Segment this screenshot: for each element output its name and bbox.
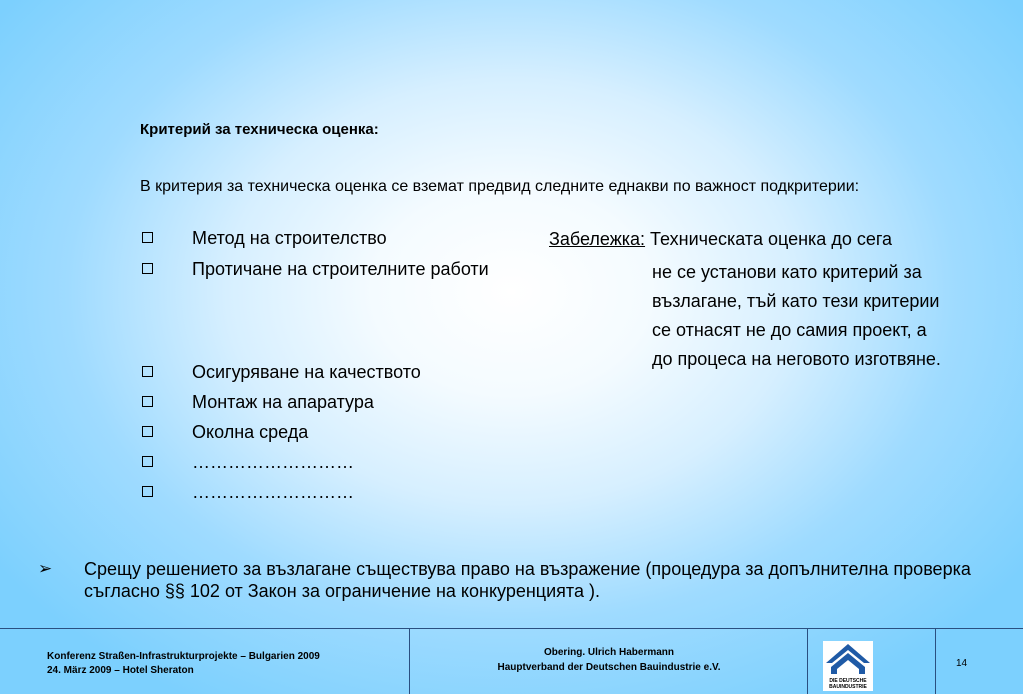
arrow-bullet-icon: ➢: [38, 559, 53, 578]
conference-date-venue: 24. März 2009 – Hotel Sheraton: [47, 665, 194, 676]
note-first-line: Техническата оценка до сега: [645, 229, 893, 249]
footer-page-cell: [936, 629, 1023, 694]
conference-title: Konferenz Straßen-Infrastrukturprojekte – Bulgarien 2009: [47, 651, 320, 662]
checkbox-bullet-icon: [142, 232, 153, 243]
slide-heading: Критерий за техническа оценка:: [140, 121, 379, 138]
checkbox-bullet-icon: [142, 486, 153, 497]
logo-text-line2: BAUINDUSTRIE: [829, 684, 867, 690]
criterion-item: [142, 226, 387, 250]
author-organization: Hauptverband der Deutschen Bauindustrie e.V.: [497, 662, 721, 673]
checkbox-bullet-icon: [142, 456, 153, 467]
checkbox-bullet-icon: [142, 396, 153, 407]
criterion-item: [142, 480, 354, 504]
note-line: се отнасят не до самия проект, а: [652, 320, 927, 340]
criterion-label: Протичане на строителните работи: [192, 259, 489, 279]
intro-paragraph: В критерия за техническа оценка се вземат предвид следните еднакви по важност подкритерии:: [140, 178, 860, 195]
checkbox-bullet-icon: [142, 426, 153, 437]
criterion-label: Осигуряване на качеството: [192, 362, 421, 382]
note: [549, 227, 892, 251]
criterion-label: Монтаж на апаратура: [192, 392, 374, 412]
note-line: възлагане, тъй като тези критерии: [652, 291, 940, 311]
note-line: не се установи като критерий за: [652, 262, 922, 282]
criterion-item: [142, 360, 421, 384]
author-info: [410, 645, 808, 675]
criterion-item: [142, 420, 309, 444]
logo-text-line1: DIE DEUTSCHE: [829, 678, 867, 684]
house-arrow-logo-icon: [823, 641, 873, 691]
footer-conference-cell: [0, 629, 410, 694]
note-label: Забележка:: [549, 229, 646, 249]
note-line: до процеса на неговото изготвяне.: [652, 349, 941, 369]
conference-info: [47, 650, 320, 678]
checkbox-bullet-icon: [142, 263, 153, 274]
criterion-label: ………………………: [192, 482, 354, 502]
author-name: Obering. Ulrich Habermann: [543, 647, 675, 658]
page-number: 14: [956, 658, 968, 669]
criterion-item: [142, 390, 374, 414]
footer-author-cell: [410, 629, 808, 694]
slide-footer: [0, 628, 1023, 694]
note-continuation: [652, 258, 941, 374]
checkbox-bullet-icon: [142, 366, 153, 377]
criterion-label: Околна среда: [192, 422, 309, 442]
footer-logo-cell: [808, 629, 936, 694]
criterion-item: [142, 450, 354, 474]
criterion-label: Метод на строителство: [192, 228, 387, 248]
criterion-label: ………………………: [192, 452, 354, 472]
objection-text: Срещу решението за възлагане съществува право на възражение (процедура за допълнителна проверка съгласно §§ 102 от Закон за ограничение на конкуренцията ).: [84, 559, 971, 601]
criterion-item: [142, 257, 489, 281]
